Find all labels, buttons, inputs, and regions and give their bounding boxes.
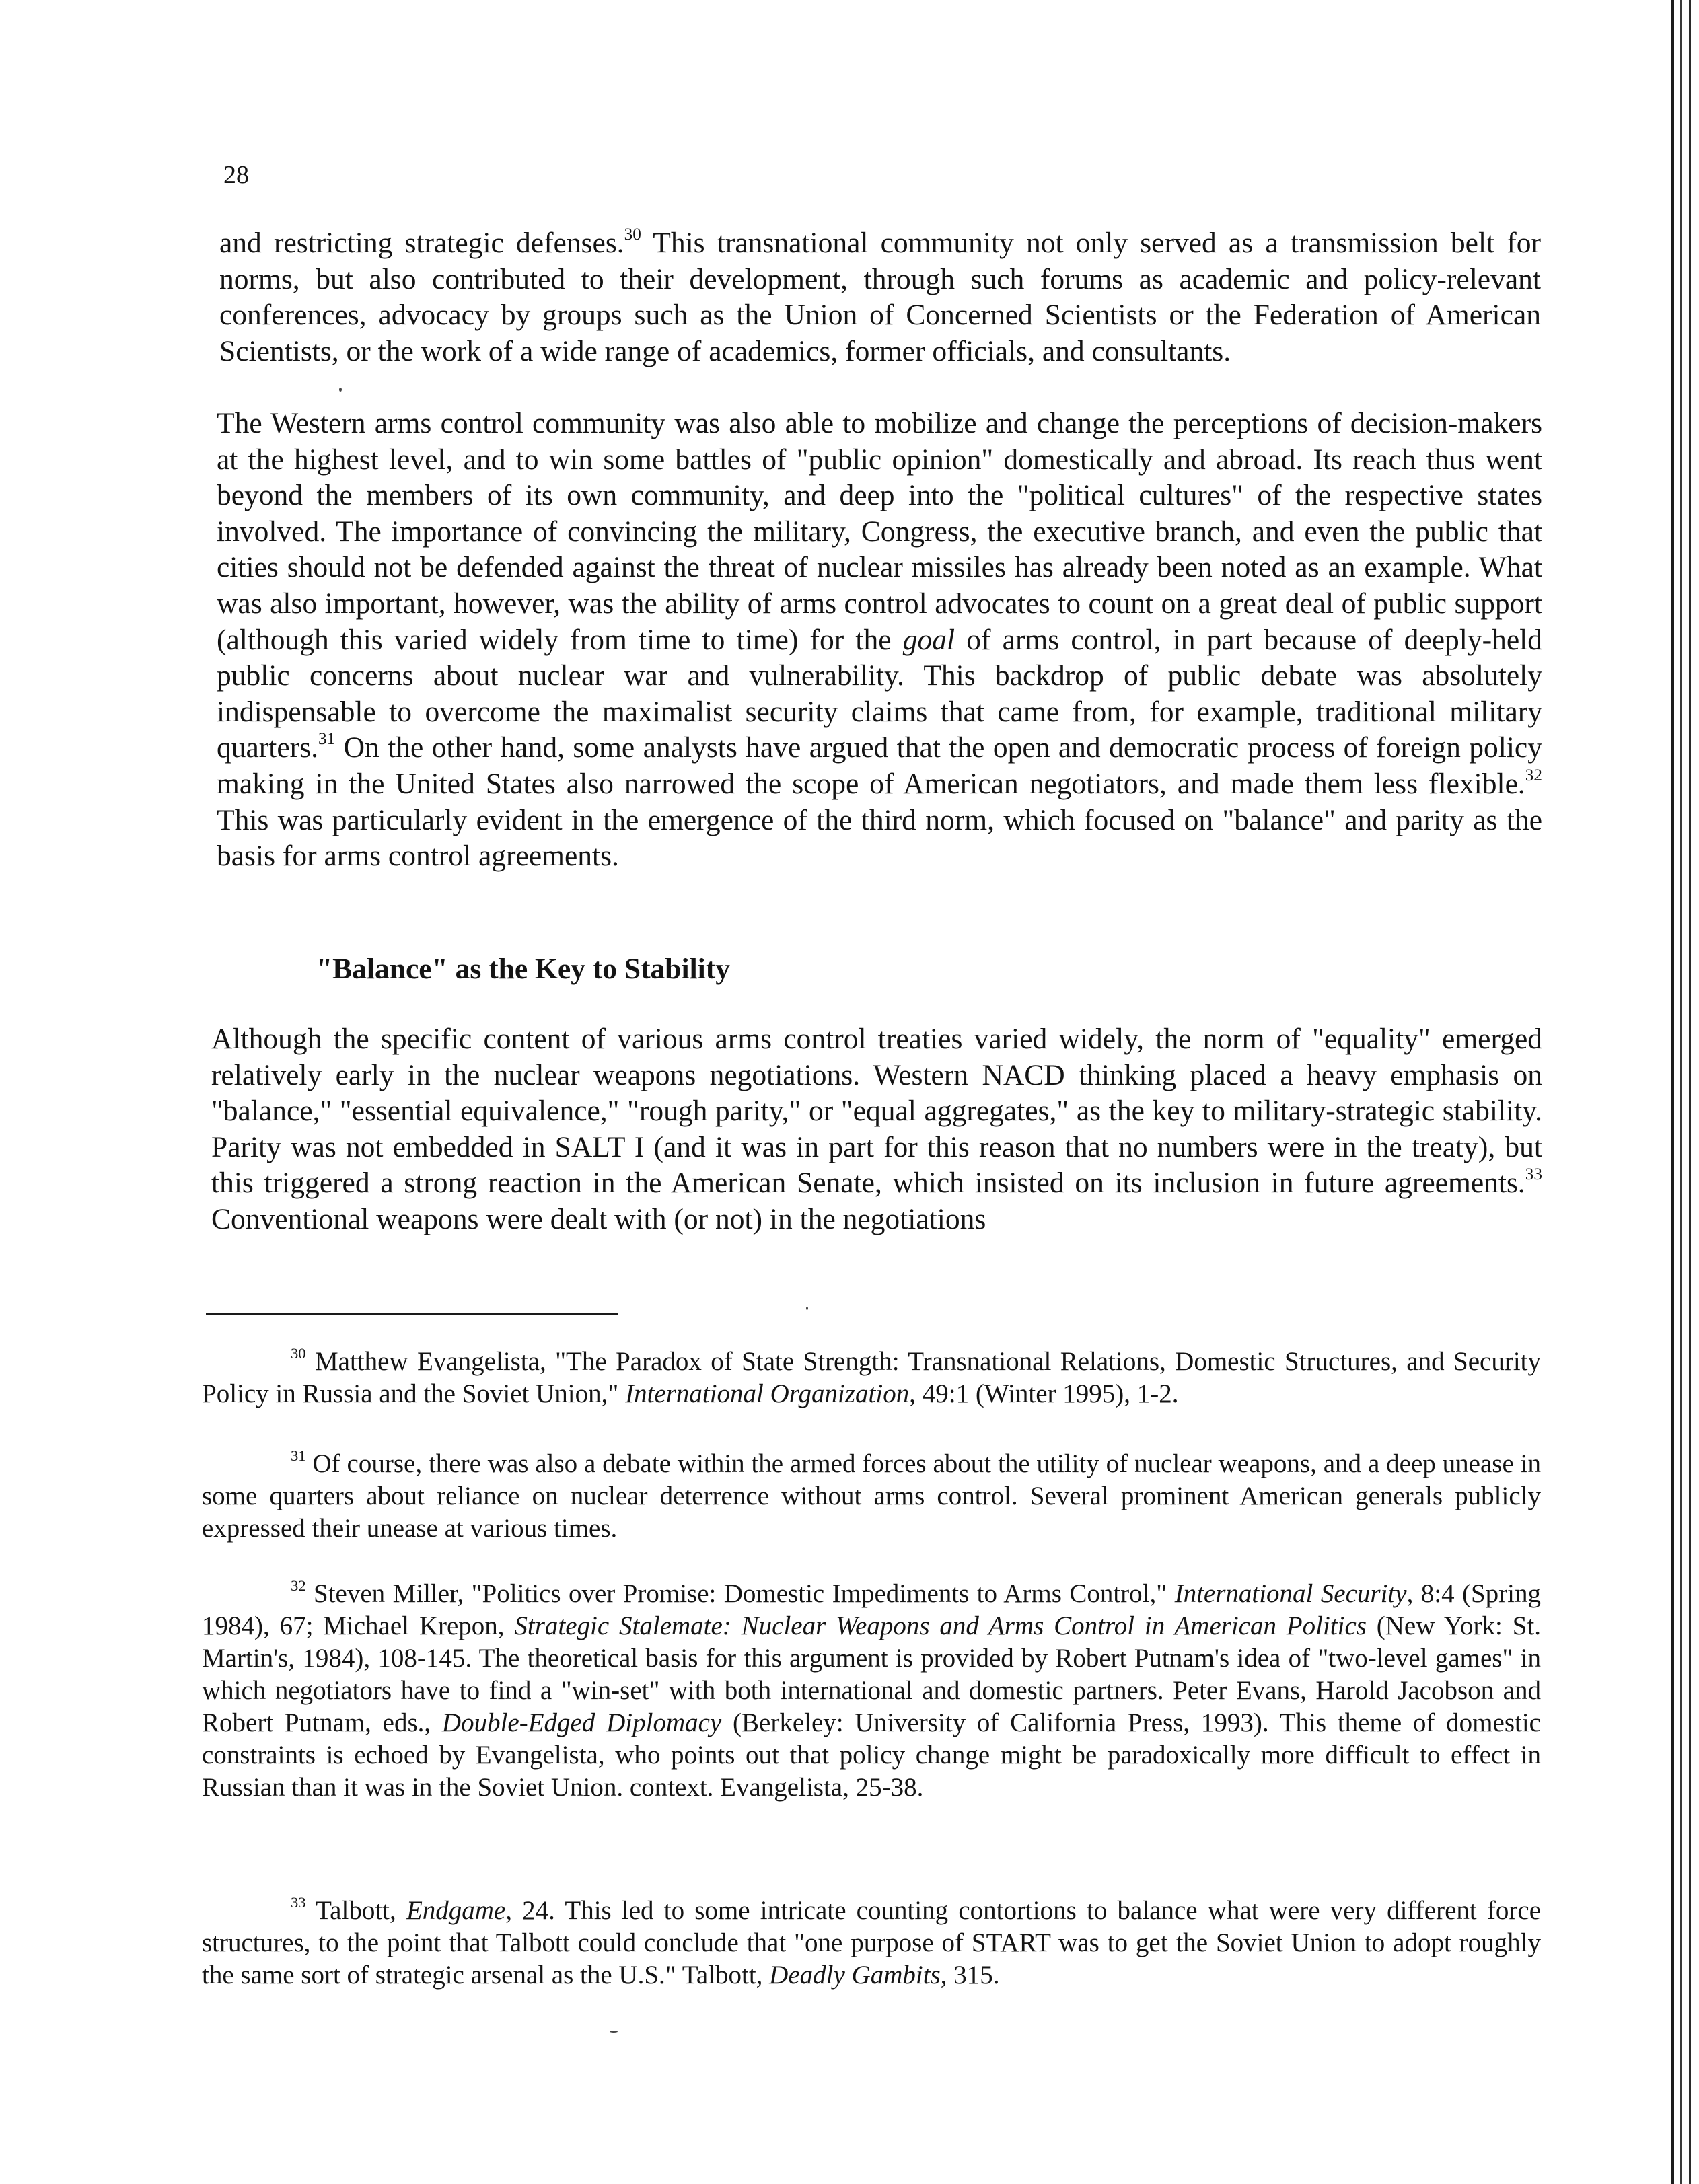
- text-run: of arms control, in part because of deeply-held public concerns about nuclear war and vulnerability. This backdrop of public debate was absolutely indispensable to overcome the maximalist security claims that came from, for example, traditional military quarters.: [217, 623, 1542, 764]
- footnote-31: [202, 1448, 1541, 1545]
- scan-edge-line: [1689, 0, 1691, 2184]
- italic-text: Strategic Stalemate: Nuclear Weapons and Arms Control in American Politics: [514, 1611, 1367, 1640]
- text-run: Matthew Evangelista, "The Paradox of State Strength: Transnational Relations, Domestic Structures, and Security Policy in Russia and the Soviet Union,": [202, 1347, 1541, 1408]
- text-run: Talbott,: [305, 1896, 406, 1925]
- italic-text: Endgame: [406, 1896, 506, 1925]
- italic-text: International Security: [1174, 1579, 1407, 1608]
- text-run: , 49:1 (Winter 1995), 1-2.: [909, 1379, 1179, 1408]
- footnote-ref: 30: [624, 225, 641, 244]
- italic-text: Deadly Gambits: [769, 1961, 941, 1990]
- page-number: 28: [223, 161, 249, 189]
- footnote-ref: 30: [291, 1345, 306, 1362]
- footnote-ref: 31: [291, 1447, 306, 1465]
- scan-speck: [339, 388, 342, 392]
- footnote-ref: 33: [291, 1894, 306, 1912]
- text-run: , 24. This led to some intricate counting contortions to balance what were very different force structures, to the point that Talbott could conclude that "one purpose of START was to get the Soviet Union to adopt roughly the same sort of strategic arsenal as the U.S." Talbott,: [202, 1896, 1542, 1990]
- footnote-ref: 31: [318, 730, 336, 749]
- italic-text: goal: [902, 623, 955, 656]
- text-run: This was particularly evident in the emergence of the third norm, which focused on "balance" and parity as the basis for arms control agreements.: [217, 803, 1542, 873]
- scan-speck: [806, 1307, 808, 1310]
- text-run: Conventional weapons were dealt with (or not) in the negotiations: [211, 1202, 986, 1235]
- text-run: Steven Miller, "Politics over Promise: Domestic Impediments to Arms Control,": [305, 1579, 1175, 1608]
- footnote-ref: 32: [1525, 766, 1542, 785]
- text-run: On the other hand, some analysts have argued that the open and democratic process of foreign policy making in the United States also narrowed the scope of American negotiators, and made them less flexible.: [217, 731, 1542, 800]
- footnote-30: [202, 1346, 1541, 1410]
- text-run: Of course, there was also a debate within the armed forces about the utility of nuclear weapons, and a deep unease in some quarters about reliance on nuclear deterrence without arms control. Several prominent American generals publicly expressed their unease at various times.: [202, 1449, 1541, 1543]
- body-paragraph: [211, 1021, 1542, 1238]
- text-run: (Berkeley: University of California Press, 1993). This theme of domestic constraints is echoed by Evangelista, who points out that policy change might be paradoxically more difficult to effect in Russian than it was in the Soviet Union. context. Evangelista, 25-38.: [202, 1708, 1541, 1802]
- text-run: , 8:4 (Spring 1984), 67; Michael Krepon,: [202, 1579, 1541, 1640]
- footnote-33: [202, 1895, 1541, 1992]
- text-run: Although the specific content of various arms control treaties varied widely, the norm of "equality" emerged relatively early in the nuclear weapons negotiations. Western NACD thinking placed a heavy emphasis on "balance," "essential equivalence," "rough parity," or "equal aggregates," as the key to military-strategic stability. Parity was not embedded in SALT I (and it was in part for this reason that no numbers were in the treaty), but this triggered a strong reaction in the American Senate, which insisted on its inclusion in future agreements.: [211, 1023, 1542, 1200]
- scan-edge-line: [1671, 0, 1674, 2184]
- text-run: and restricting strategic defenses.: [219, 227, 624, 259]
- footnote-divider: [206, 1313, 618, 1315]
- body-paragraph: [217, 406, 1542, 875]
- italic-text: Double-Edged Diplomacy: [441, 1708, 722, 1737]
- text-run: , 315.: [940, 1961, 1000, 1990]
- scan-speck: [610, 2031, 618, 2033]
- text-run: This transnational community not only served as a transmission belt for norms, but also contributed to their development, through such forums as academic and policy-relevant conferences, advocacy by groups such as the Union of Concerned Scientists or the Federation of American Scientists, or the work of a wide range of academics, former officials, and consultants.: [219, 227, 1542, 367]
- italic-text: International Organization: [625, 1379, 910, 1408]
- footnote-ref: 32: [291, 1577, 306, 1595]
- scan-edge-line: [1680, 0, 1682, 2184]
- footnote-32: [202, 1578, 1541, 1804]
- footnote-ref: 33: [1525, 1165, 1542, 1184]
- text-run: The Western arms control community was also able to mobilize and change the perceptions of decision-makers at the highest level, and to win some battles of "public opinion" domestically and abroad. Its reach thus went beyond the members of its own community, and deep into the "political cultures" of the respective states involved. The importance of convincing the military, Congress, the executive branch, and even the public that cities should not be defended against the threat of nuclear missiles has already been noted as an example. What was also important, however, was the ability of arms control advocates to count on a great deal of public support (although this varied widely from time to time) for the: [217, 407, 1542, 656]
- section-heading: "Balance" as the Key to Stability: [316, 953, 730, 985]
- text-run: (New York: St. Martin's, 1984), 108-145. The theoretical basis for this argument is provided by Robert Putnam's idea of "two-level games" in which negotiators have to find a "win-set" with both international and domestic partners. Peter Evans, Harold Jacobson and Robert Putnam, eds.,: [202, 1611, 1541, 1737]
- body-paragraph: [219, 225, 1541, 369]
